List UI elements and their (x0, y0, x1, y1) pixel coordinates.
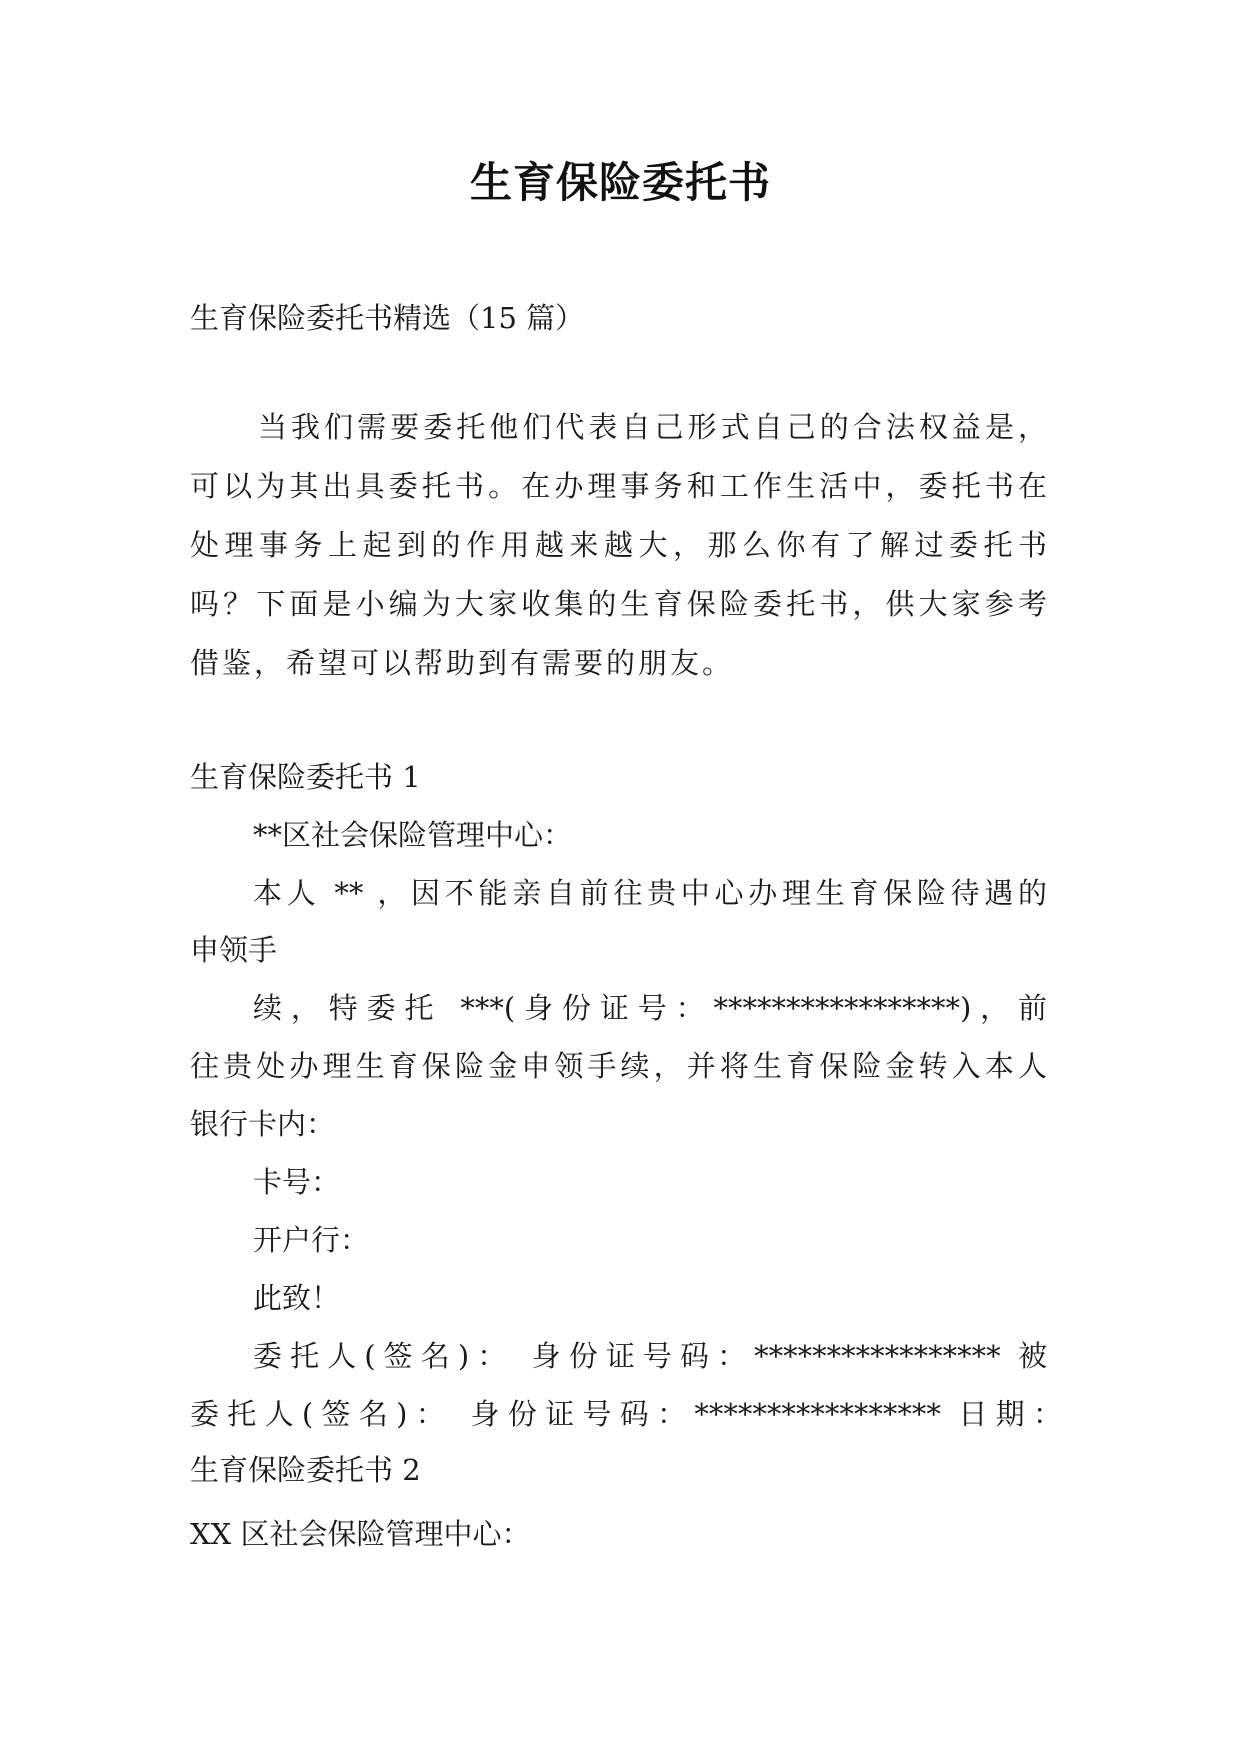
document-subtitle: 生育保险委托书精选（15 篇） (190, 301, 585, 335)
section-1-card-number: 卡号： (253, 1165, 341, 1199)
section-1-line: 申领手 (190, 933, 278, 967)
section-1-heading: 生育保险委托书 1 (190, 760, 421, 794)
intro-line-1: 当我们需要委托他们代表自己形式自己的合法权益是， (258, 410, 1047, 444)
section-2-heading: 生育保险委托书 2 (190, 1453, 421, 1487)
section-1-line: 银行卡内： (190, 1107, 336, 1141)
section-1-addressee: **区社会保险管理中心： (253, 818, 573, 852)
intro-line-2: 可以为其出具委托书。在办理事务和工作生活中，委托书在 (190, 469, 1047, 503)
section-1-line: 本人 ** ，因不能亲自前往贵中心办理生育保险待遇的 (253, 876, 1047, 910)
section-1-line: 往贵处办理生育保险金申领手续，并将生育保险金转入本人 (190, 1049, 1047, 1083)
section-1-bank: 开户行： (253, 1223, 370, 1257)
section-1-line: 续，特委托 ***(身份证号：*****************)，前 (253, 991, 1047, 1025)
section-2-addressee: XX 区社会保险管理中心： (190, 1517, 531, 1551)
section-1-signature-line: 委托人(签名)： 身份证号码：***************** 被 (253, 1339, 1047, 1373)
intro-line-4: 吗？下面是小编为大家收集的生育保险委托书，供大家参考 (190, 587, 1047, 621)
section-1-closing: 此致！ (253, 1281, 341, 1315)
intro-line-3: 处理事务上起到的作用越来越大，那么你有了解过委托书 (190, 528, 1047, 562)
section-1-signature-line: 委托人(签名)： 身份证号码：***************** 日期： (190, 1397, 1062, 1431)
document-title: 生育保险委托书 (469, 158, 771, 207)
intro-line-5: 借鉴，希望可以帮助到有需要的朋友。 (190, 646, 735, 680)
